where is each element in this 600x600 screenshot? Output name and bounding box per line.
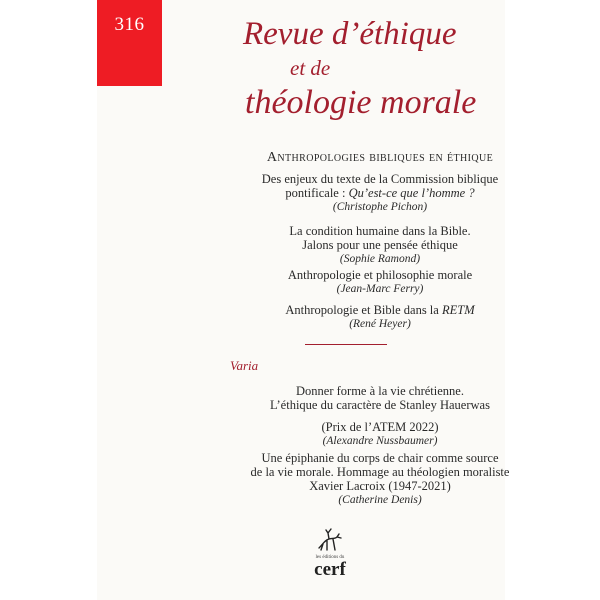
section-heading: Anthropologies bibliques en éthique bbox=[266, 150, 494, 165]
article-title: Jalons pour une pensée éthique bbox=[302, 238, 458, 252]
article-title: La condition humaine dans la Bible. bbox=[289, 224, 471, 238]
varia-heading: Varia bbox=[230, 358, 259, 373]
article-3 bbox=[160, 268, 600, 296]
article-author: (Alexandre Nussbaumer) bbox=[322, 435, 438, 447]
journal-title-line-1: Revue d’éthique bbox=[243, 16, 457, 52]
article-title: Anthropologie et philosophie morale bbox=[287, 268, 473, 282]
article-1 bbox=[160, 172, 600, 214]
article-title: (Prix de l’ATEM 2022) bbox=[321, 420, 439, 434]
article-title bbox=[160, 186, 600, 200]
article-author: (René Heyer) bbox=[349, 318, 411, 330]
article-author: (Catherine Denis) bbox=[338, 494, 422, 506]
article-title: de la vie morale. Hommage au théologien moraliste bbox=[250, 465, 510, 479]
article-5 bbox=[160, 384, 600, 448]
publisher-name: cerf bbox=[314, 559, 346, 580]
deer-icon bbox=[313, 526, 345, 552]
article-author: (Christophe Pichon) bbox=[332, 201, 428, 213]
article-title-italic: Qu’est-ce que l’homme ? bbox=[348, 186, 475, 200]
article-6 bbox=[160, 451, 600, 507]
issue-badge bbox=[97, 0, 162, 86]
article-title-italic: RETM bbox=[441, 303, 475, 317]
publisher-logo bbox=[305, 526, 355, 586]
article-title: Donner forme à la vie chrétienne. bbox=[296, 384, 464, 398]
article-title: Une épiphanie du corps de chair comme source bbox=[261, 451, 499, 465]
article-2 bbox=[160, 224, 600, 266]
divider bbox=[305, 344, 387, 345]
article-title: Des enjeux du texte de la Commission biblique bbox=[261, 172, 499, 186]
publisher-tagline: les éditions du bbox=[315, 555, 345, 560]
article-author: (Jean-Marc Ferry) bbox=[336, 283, 424, 295]
article-title: Xavier Lacroix (1947-2021) bbox=[309, 479, 451, 493]
article-title: L’éthique du caractère de Stanley Hauerwas bbox=[270, 398, 490, 412]
article-author: (Sophie Ramond) bbox=[339, 253, 421, 265]
issue-number: 316 bbox=[114, 14, 145, 35]
journal-title-line-3: théologie morale bbox=[245, 84, 477, 121]
article-title-part: Anthropologie et Bible dans la bbox=[285, 303, 442, 317]
article-title bbox=[160, 303, 600, 317]
article-4 bbox=[160, 303, 600, 331]
journal-title-line-2: et de bbox=[290, 56, 331, 80]
article-title-part: pontificale : bbox=[285, 186, 349, 200]
